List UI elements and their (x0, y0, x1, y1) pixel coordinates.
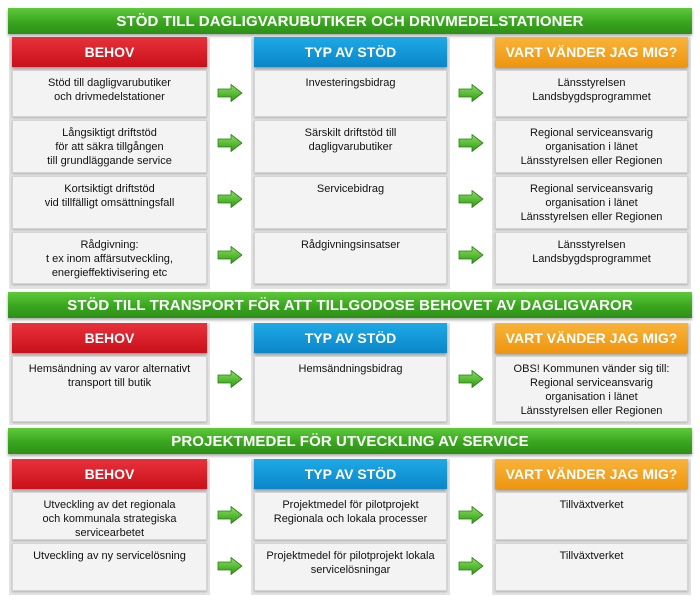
right-arrow-icon (217, 506, 243, 524)
cell-typ-av-stod: Särskilt driftstöd till dagligvarubutiker (254, 120, 447, 173)
cell-vart-vander-jag-mig: Länsstyrelsen Landsbygdsprogrammet (495, 70, 688, 117)
section-title: STÖD TILL TRANSPORT FÖR ATT TILLGODOSE BEHOVET AV DAGLIGVAROR (8, 292, 692, 318)
cell-behov: Kortsiktigt driftstöd vid tillfälligt omsättningsfall (12, 176, 207, 229)
header-vart-vander-jag-mig: VART VÄNDER JAG MIG? (495, 323, 688, 353)
right-arrow-icon (458, 370, 484, 388)
cell-typ-av-stod: Servicebidrag (254, 176, 447, 229)
header-behov: BEHOV (12, 323, 207, 353)
cell-typ-av-stod: Rådgivningsinsatser (254, 232, 447, 284)
header-behov: BEHOV (12, 459, 207, 489)
right-arrow-icon (217, 370, 243, 388)
cell-typ-av-stod: Projektmedel för pilotprojekt lokala servicelösningar (254, 543, 447, 591)
header-typ-av-stod: TYP AV STÖD (254, 459, 447, 489)
right-arrow-icon (217, 246, 243, 264)
cell-behov: Hemsändning av varor alternativt transport till butik (12, 356, 207, 422)
cell-typ-av-stod: Projektmedel för pilotprojekt Regionala och lokala processer (254, 492, 447, 540)
cell-behov: Långsiktigt driftstöd för att säkra tillgången till grundläggande service (12, 120, 207, 173)
right-arrow-icon (458, 246, 484, 264)
right-arrow-icon (458, 84, 484, 102)
header-behov: BEHOV (12, 37, 207, 67)
cell-vart-vander-jag-mig: Regional serviceansvarig organisation i länet Länsstyrelsen eller Regionen (495, 176, 688, 229)
cell-vart-vander-jag-mig: Länsstyrelsen Landsbygdsprogrammet (495, 232, 688, 284)
cell-behov: Utveckling av ny servicelösning (12, 543, 207, 591)
header-typ-av-stod: TYP AV STÖD (254, 37, 447, 67)
header-vart-vander-jag-mig: VART VÄNDER JAG MIG? (495, 459, 688, 489)
cell-typ-av-stod: Hemsändningsbidrag (254, 356, 447, 422)
header-vart-vander-jag-mig: VART VÄNDER JAG MIG? (495, 37, 688, 67)
section-title: STÖD TILL DAGLIGVARUBUTIKER OCH DRIVMEDELSTATIONER (8, 8, 692, 34)
right-arrow-icon (217, 84, 243, 102)
cell-vart-vander-jag-mig: Regional serviceansvarig organisation i länet Länsstyrelsen eller Regionen (495, 120, 688, 173)
cell-typ-av-stod: Investeringsbidrag (254, 70, 447, 117)
cell-vart-vander-jag-mig: Tillväxtverket (495, 543, 688, 591)
cell-vart-vander-jag-mig: OBS! Kommunen vänder sig till: Regional serviceansvarig organisation i länet Länsstyrelsen eller Regionen (495, 356, 688, 422)
right-arrow-icon (458, 506, 484, 524)
right-arrow-icon (458, 190, 484, 208)
right-arrow-icon (458, 557, 484, 575)
cell-vart-vander-jag-mig: Tillväxtverket (495, 492, 688, 540)
header-typ-av-stod: TYP AV STÖD (254, 323, 447, 353)
cell-behov: Utveckling av det regionala och kommunala strategiska servicearbetet (12, 492, 207, 540)
section-title: PROJEKTMEDEL FÖR UTVECKLING AV SERVICE (8, 428, 692, 454)
cell-behov: Stöd till dagligvarubutiker och drivmedelstationer (12, 70, 207, 117)
right-arrow-icon (217, 557, 243, 575)
right-arrow-icon (458, 134, 484, 152)
right-arrow-icon (217, 190, 243, 208)
right-arrow-icon (217, 134, 243, 152)
cell-behov: Rådgivning: t ex inom affärsutveckling, energieffektivisering etc (12, 232, 207, 284)
